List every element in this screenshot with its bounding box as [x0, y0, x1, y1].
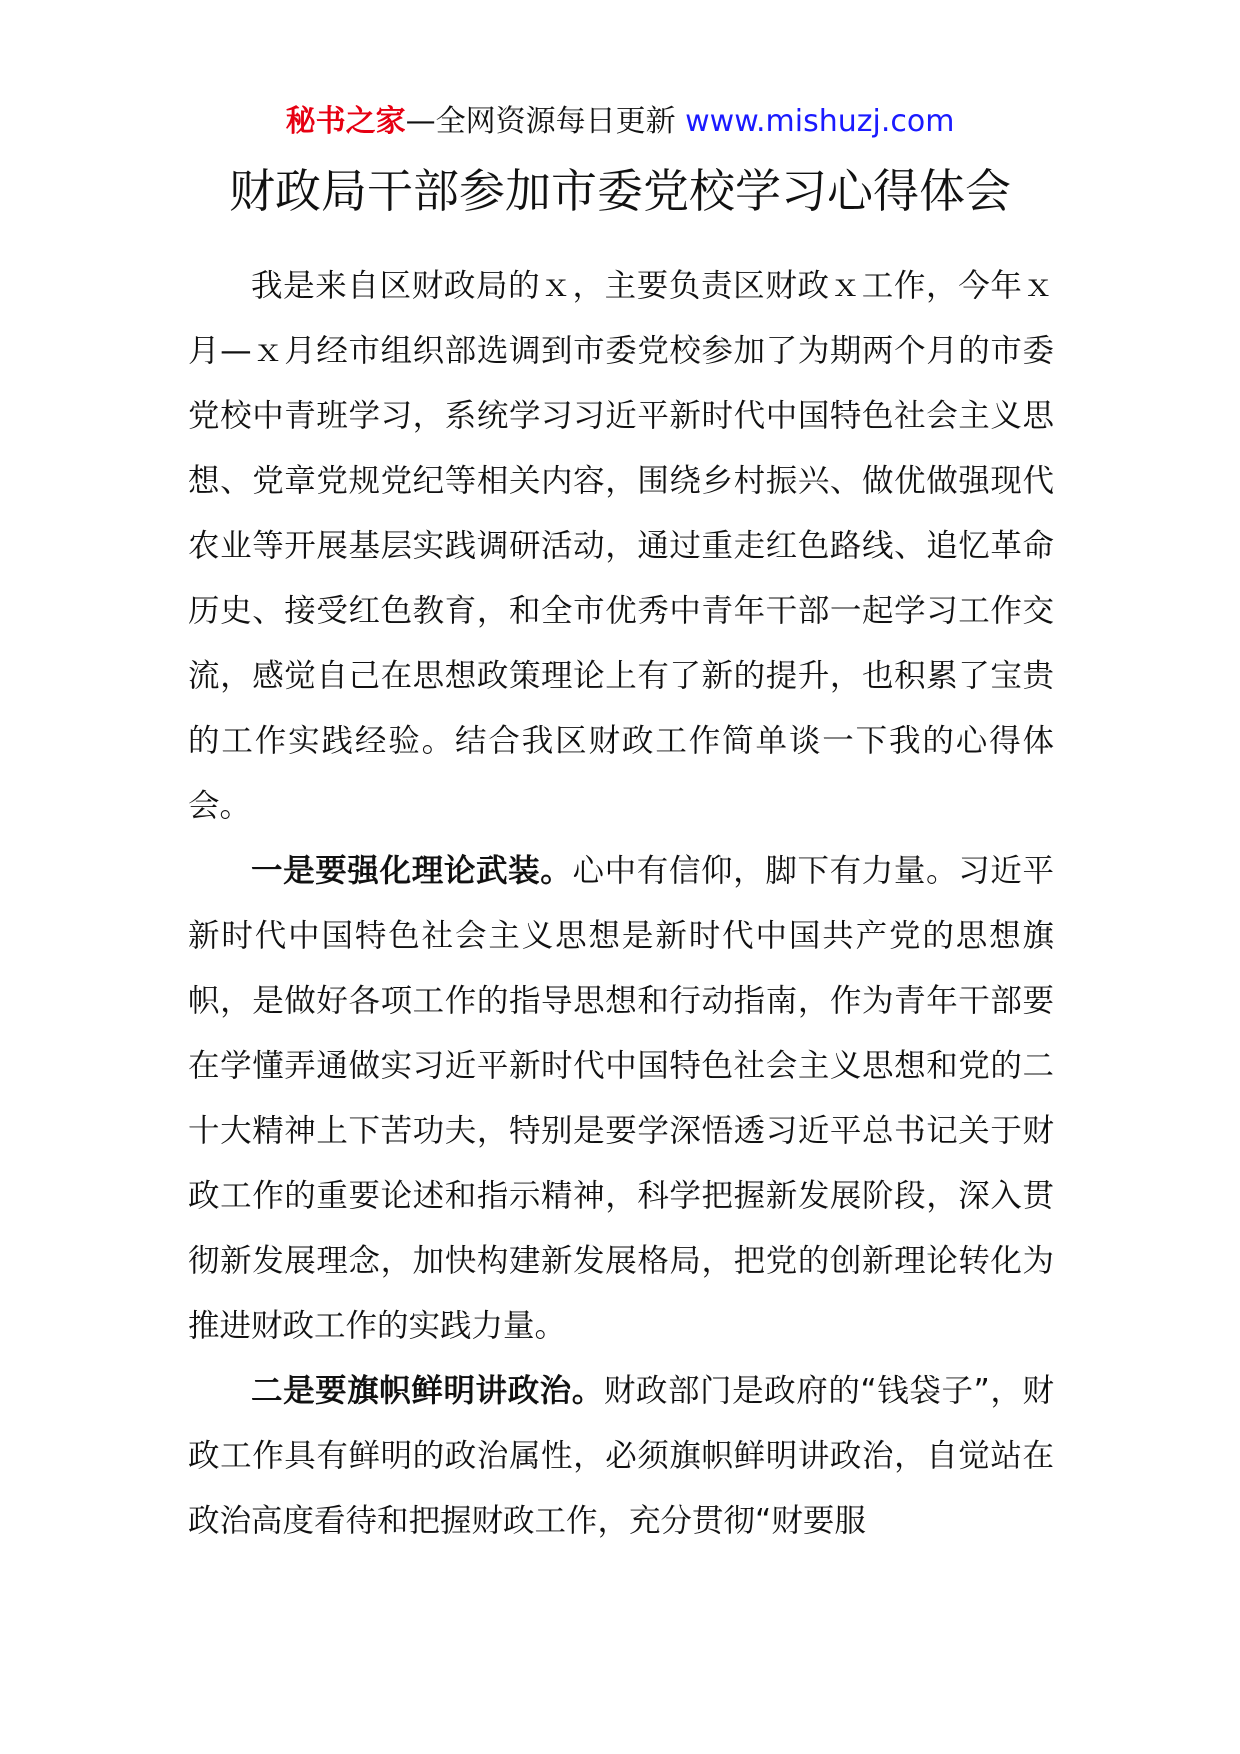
paragraph-point-1: [188, 839, 1054, 1359]
paragraph-text: 我是来自区财政局的ｘ，主要负责区财政ｘ工作，今年ｘ月—ｘ月经市组织部选调到市委党校参加了为期两个月的市委党校中青班学习，系统学习习近平新时代中国特色社会主义思想、党章党规党纪等相关内容，围绕乡村振兴、做优做强现代农业等开展基层实践调研活动，通过重走红色路线、追忆革命历史、接受红色教育，和全市优秀中青年干部一起学习工作交流，感觉自己在思想政策理论上有了新的提升，也积累了宝贵的工作实践经验。结合我区财政工作简单谈一下我的心得体会。: [188, 268, 1054, 824]
site-header: [0, 100, 1240, 144]
brand-name: 秘书之家: [285, 104, 406, 139]
document-title: 财政局干部参加市委党校学习心得体会: [229, 164, 1011, 218]
paragraph-text: 财政部门是政府的“钱袋子”，财政工作具有鲜明的政治属性，必须旗帜鲜明讲政治，自觉站在政治高度看待和把握财政工作，充分贯彻“财要服: [188, 1373, 1054, 1539]
site-url-link[interactable]: www.mishuzj.com: [685, 104, 955, 139]
paragraph-point-2: [188, 1359, 1054, 1554]
paragraph-text: 心中有信仰，脚下有力量。习近平新时代中国特色社会主义思想是新时代中国共产党的思想旗帜，是做好各项工作的指导思想和行动指南，作为青年干部要在学懂弄通做实习近平新时代中国特色社会主义思想和党的二十大精神上下苦功夫，特别是要学深悟透习近平总书记关于财政工作的重要论述和指示精神，科学把握新发展阶段，深入贯彻新发展理念，加快构建新发展格局，把党的创新理论转化为推进财政工作的实践力量。: [188, 853, 1054, 1344]
paragraph-lead: 二是要旗帜鲜明讲政治。: [251, 1373, 604, 1409]
paragraph-lead: 一是要强化理论武装。: [251, 853, 573, 889]
header-slogan: —全网资源每日更新: [405, 104, 686, 139]
paragraph-intro: [188, 254, 1054, 839]
document-body: [188, 254, 1054, 1554]
